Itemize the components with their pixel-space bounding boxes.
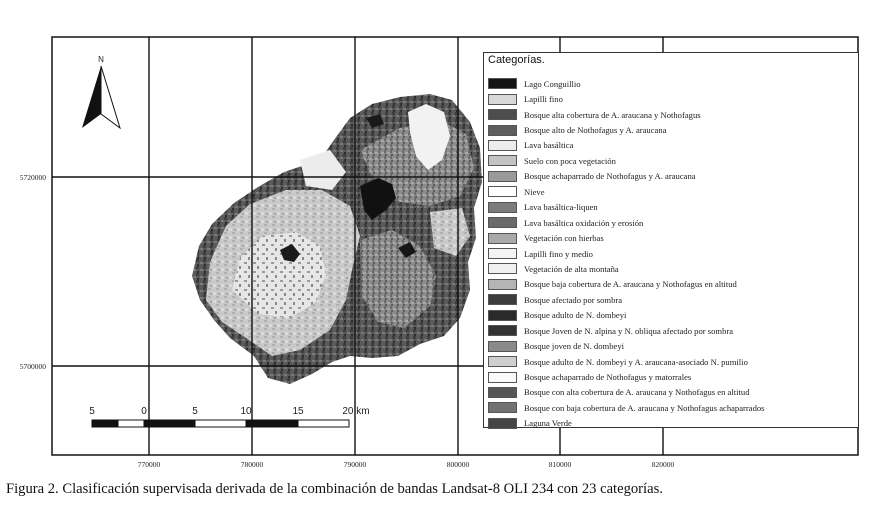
legend-item-label: Bosque adulto de N. dombeyi y A. araucana-asociado N. pumilio	[524, 356, 748, 367]
legend-panel	[483, 52, 859, 428]
legend-swatch	[488, 248, 517, 259]
legend-item-label: Suelo con poca vegetación	[524, 155, 616, 166]
legend-swatch	[488, 140, 517, 151]
scale-label-10: 10	[240, 406, 252, 417]
legend-item	[488, 200, 856, 215]
legend-swatch	[488, 356, 517, 367]
legend-item	[488, 338, 856, 353]
legend-item-label: Bosque adulto de N. dombeyi	[524, 310, 627, 321]
legend-item	[488, 122, 856, 137]
legend-item-label: Bosque achaparrado de Nothofagus y A. araucana	[524, 171, 696, 182]
legend-swatch	[488, 341, 517, 352]
figure-caption: Figura 2. Clasificación supervisada derivada de la combinación de bandas Landsat-8 OLI 234 con 23 categorías.	[6, 481, 663, 497]
y-label-5700000: 5700000	[19, 362, 46, 371]
y-label-5720000: 5720000	[19, 173, 46, 182]
legend-swatch	[488, 279, 517, 290]
scale-label-5-left: 5	[89, 406, 95, 417]
legend-swatch	[488, 202, 517, 213]
legend-swatch	[488, 171, 517, 182]
x-label-790000: 790000	[343, 460, 367, 469]
legend-item	[488, 416, 856, 431]
legend-item-label: Bosque con baja cobertura de A. araucana y Nothofagus achaparrados	[524, 402, 765, 413]
legend-item	[488, 91, 856, 106]
legend-swatch	[488, 294, 517, 305]
x-label-800000: 800000	[446, 460, 470, 469]
legend-item-label: Lapilli fino y medio	[524, 248, 593, 259]
legend-item	[488, 184, 856, 199]
x-label-820000: 820000	[651, 460, 675, 469]
legend-swatch	[488, 233, 517, 244]
legend-swatch	[488, 310, 517, 321]
legend-swatch	[488, 125, 517, 136]
scale-label-0: 0	[141, 406, 147, 417]
legend-item	[488, 107, 856, 122]
legend-swatch	[488, 387, 517, 398]
legend-item-label: Lava basáltica	[524, 140, 574, 151]
legend-swatch	[488, 155, 517, 166]
legend-item-label: Bosque alta cobertura de A. araucana y Nothofagus	[524, 109, 701, 120]
legend-item-label: Bosque baja cobertura de A. araucana y Nothofagus en altitud	[524, 279, 737, 290]
scale-label-15: 15	[292, 406, 304, 417]
x-label-810000: 810000	[548, 460, 572, 469]
legend-item-label: Laguna Verde	[524, 418, 572, 429]
scale-label-20km: 20 km	[342, 406, 370, 417]
legend-item	[488, 369, 856, 384]
legend-item	[488, 385, 856, 400]
legend-item	[488, 277, 856, 292]
legend-item-label: Bosque con alta cobertura de A. araucana y Nothofagus en altitud	[524, 387, 750, 398]
legend-swatch	[488, 78, 517, 89]
legend-item-label: Bosque afectado por sombra	[524, 294, 623, 305]
legend-item	[488, 400, 856, 415]
legend-item	[488, 308, 856, 323]
legend-item-label: Bosque joven de N. dombeyi	[524, 341, 625, 352]
legend-list	[488, 76, 856, 431]
legend-item	[488, 354, 856, 369]
x-label-780000: 780000	[240, 460, 264, 469]
legend-swatch	[488, 109, 517, 120]
legend-item-label: Vegetación de alta montaña	[524, 263, 619, 274]
legend-item	[488, 261, 856, 276]
legend-item-label: Bosque achaparrado de Nothofagus y matorrales	[524, 372, 692, 383]
legend-swatch	[488, 372, 517, 383]
legend-item-label: Vegetación con hierbas	[524, 233, 604, 244]
scale-label-5: 5	[192, 406, 198, 417]
legend-item	[488, 230, 856, 245]
legend-title: Categorías.	[488, 54, 545, 66]
legend-item	[488, 292, 856, 307]
legend-item-label: Lava basáltica oxidación y erosión	[524, 217, 644, 228]
legend-swatch	[488, 186, 517, 197]
legend-swatch	[488, 94, 517, 105]
legend-item	[488, 138, 856, 153]
legend-item-label: Bosque Joven de N. alpina y N. obliqua afectado por sombra	[524, 325, 734, 336]
legend-item	[488, 76, 856, 91]
legend-swatch	[488, 263, 517, 274]
legend-swatch	[488, 418, 517, 429]
north-label: N	[98, 55, 104, 64]
legend-swatch	[488, 217, 517, 228]
legend-item-label: Nieve	[524, 186, 545, 197]
legend-item	[488, 153, 856, 168]
legend-item-label: Bosque alto de Nothofagus y A. araucana	[524, 125, 667, 136]
legend-item-label: Lago Conguillio	[524, 78, 581, 89]
legend-item-label: Lava basáltica-liquen	[524, 202, 598, 213]
legend-item-label: Lapilli fino	[524, 94, 563, 105]
legend-item	[488, 169, 856, 184]
legend-swatch	[488, 402, 517, 413]
legend-item	[488, 215, 856, 230]
x-label-770000: 770000	[137, 460, 161, 469]
legend-item	[488, 323, 856, 338]
legend-item	[488, 246, 856, 261]
legend-swatch	[488, 325, 517, 336]
